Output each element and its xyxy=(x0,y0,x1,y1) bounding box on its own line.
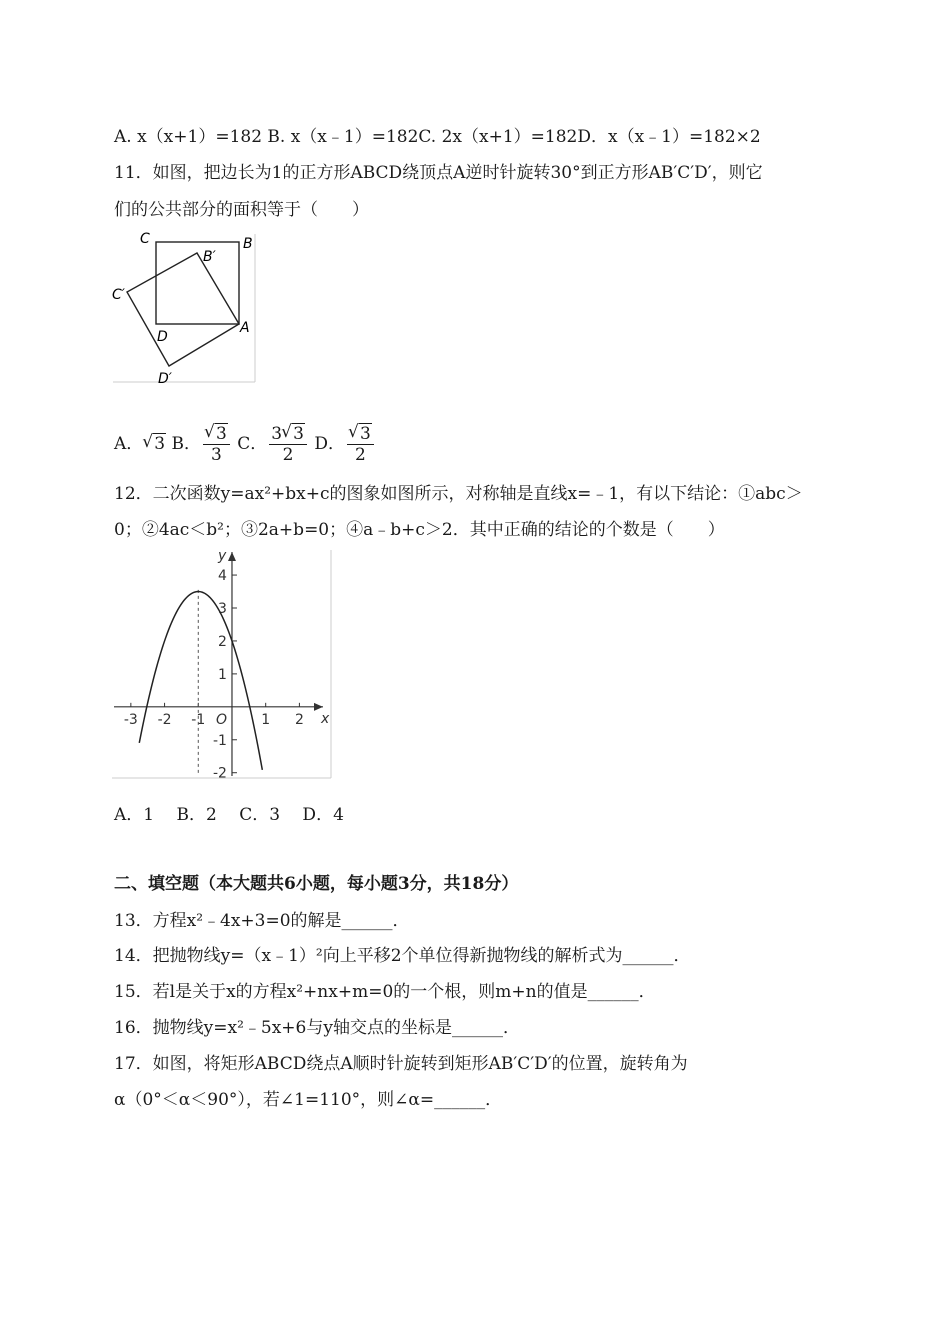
parabola-curve xyxy=(139,592,262,770)
q12-options: A．1 B．2 C．3 D．4 xyxy=(114,805,344,825)
q11-text-line1: 11．如图，把边长为1的正方形ABCD绕顶点A逆时针旋转30°到正方形AB′C′D′，则它 xyxy=(114,163,763,183)
label-d-prime: D′ xyxy=(158,371,172,386)
y-tick-label: 4 xyxy=(218,568,227,585)
label-c-prime: C′ xyxy=(112,287,125,303)
label-b-prime: B′ xyxy=(203,249,216,265)
x-tick-label: 2 xyxy=(294,711,304,728)
y-tick-label: 1 xyxy=(218,666,227,683)
label-c: C xyxy=(140,231,150,247)
square-ab-c-d-rotated xyxy=(127,253,239,366)
q15-text: 15．若l是关于x的方程x²+nx+m=0的一个根，则m+n的值是______． xyxy=(114,982,656,1002)
y-tick-label: -1 xyxy=(213,732,227,749)
x-tick-label: -3 xyxy=(123,711,138,728)
x-axis-arrow xyxy=(314,703,323,711)
y-axis-label: y xyxy=(217,548,227,564)
x-tick-label: -1 xyxy=(191,711,206,728)
option-a-label: A． xyxy=(114,434,144,454)
q13-text: 13．方程x²﹣4x+3=0的解是______． xyxy=(114,911,410,931)
y-tick-label: 2 xyxy=(218,633,227,650)
q11-options xyxy=(114,423,376,465)
q12-text-line2: 0；②4ac＜b²；③2a+b=0；④a﹣b+c＞2．其中正确的结论的个数是（ ） xyxy=(114,520,725,540)
x-tick-label: 1 xyxy=(261,711,271,728)
q11-text-line2: 们的公共部分的面积等于（ ） xyxy=(114,200,369,220)
origin-label: O xyxy=(215,711,228,728)
q17-text-line2: α（0°＜α＜90°），若∠1=110°，则∠α=______． xyxy=(114,1090,503,1110)
q12-text-line1: 12．二次函数y=ax²+bx+c的图象如图所示，对称轴是直线x=﹣1，有以下结论：①abc＞ xyxy=(114,484,803,504)
q12-parabola-chart xyxy=(108,548,333,780)
option-b-label: B． xyxy=(171,434,202,454)
option-a-radical: √ 3 xyxy=(143,423,166,465)
x-axis-label: x xyxy=(321,710,330,727)
q16-text: 16．抛物线y=x²﹣5x+6与y轴交点的坐标是______． xyxy=(114,1018,520,1038)
q17-text-line1: 17．如图，将矩形ABCD绕点A顺时针旋转到矩形AB′C′D′的位置，旋转角为 xyxy=(114,1054,688,1074)
y-axis-arrow xyxy=(228,552,236,561)
option-b-fraction: √ $\frac{3}{3}$ xyxy=(203,424,230,465)
y-tick-label: 3 xyxy=(218,601,227,617)
q11-square-figure xyxy=(110,226,260,386)
option-d-label: D． xyxy=(314,434,345,454)
label-d: D xyxy=(157,329,168,345)
option-d-fraction: √ $\frac{3}{2}$ xyxy=(347,424,374,465)
y-tick-label: -2 xyxy=(213,765,227,780)
label-b: B xyxy=(243,236,253,252)
x-tick-label: -2 xyxy=(157,711,172,728)
label-a: A xyxy=(240,320,250,336)
q14-text: 14．把抛物线y=（x﹣1）²向上平移2个单位得新抛物线的解析式为______． xyxy=(114,946,691,966)
section2-heading: 二、填空题（本大题共6小题，每小题3分，共18分） xyxy=(114,874,519,894)
option-c-label: C． xyxy=(237,434,268,454)
option-c-fraction: $\frac{3√ 3}{2}$ xyxy=(269,424,307,465)
q10-options: A. x（x+1）=182 B. x（x﹣1）=182C. 2x（x+1）=182D．x（x﹣1）=182×2 xyxy=(114,127,761,147)
